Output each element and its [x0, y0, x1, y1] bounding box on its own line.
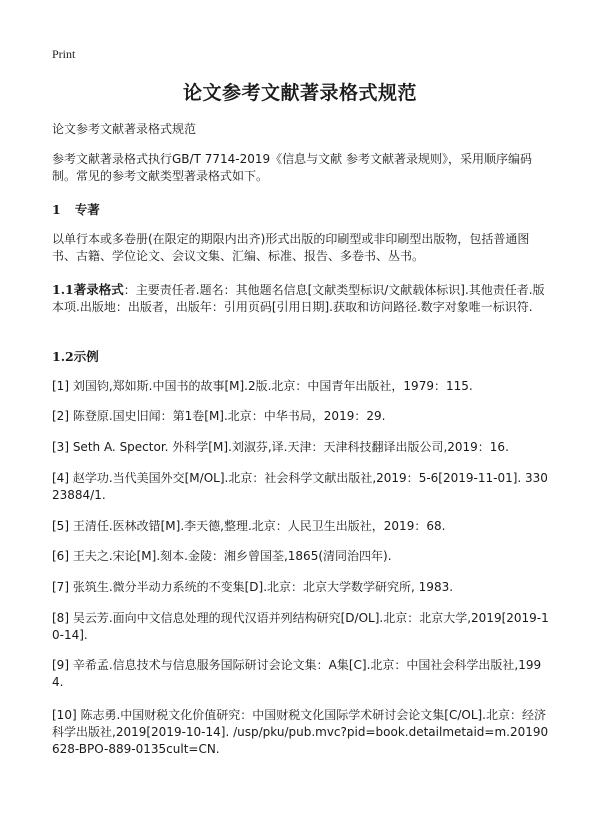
- reference-item: [5] 王清任.医林改错[M].李天德,整理.北京：人民卫生出版社，2019：68.: [52, 519, 446, 533]
- examples-heading: 1.2示例: [52, 349, 99, 364]
- intro-paragraph: 参考文献著录格式执行GB/T 7714-2019《信息与文献 参考文献著录规则》，采用顺序编码制。常见的参考文献类型著录格式如下。: [52, 152, 532, 183]
- format-label: 1.1著录格式: [52, 282, 124, 297]
- reference-item: [1] 刘国钧,郑如斯.中国书的故事[M].2版.北京：中国青年出版社，1979：115.: [52, 379, 473, 393]
- reference-item: [8] 吴云芳.面向中文信息处理的现代汉语并列结构研究[D/OL].北京：北京大学,2019[2019-10-14].: [52, 611, 549, 642]
- section-number: 1: [52, 202, 61, 217]
- print-link[interactable]: Print: [52, 47, 76, 61]
- reference-item: [7] 张筑生.微分半动力系统的不变集[D].北京：北京大学数学研究所, 1983.: [52, 580, 454, 594]
- section-title: 专著: [74, 202, 100, 217]
- format-text: ：主要责任者.题名：其他题名信息[文献类型标识/文献载体标识].其他责任者.版本项.出版地：出版者，出版年：引用页码[引用日期].获取和访问路径.数字对象唯一标识符.: [52, 283, 545, 314]
- reference-item: [10] 陈志勇.中国财税文化价值研究：中国财税文化国际学术研讨会论文集[C/OL].北京：经济科学出版社,2019[2019-10-14]. /usp/pku/pub.mvc?pid=book.detailmetaid=m.20190628-BPO-889-0135cult=CN.: [52, 708, 549, 756]
- reference-item: [2] 陈登原.国史旧闻：第1卷[M].北京：中华书局，2019：29.: [52, 409, 386, 423]
- reference-item: [4] 赵学功.当代美国外交[M/OL].北京：社会科学文献出版社,2019：5-6[2019-11-01]. 33023884/1.: [52, 471, 548, 502]
- section-heading: [52, 201, 550, 218]
- document-subtitle: 论文参考文献著录格式规范: [52, 122, 197, 136]
- reference-item: [9] 辛希孟.信息技术与信息服务国际研讨会论文集：A集[C].北京：中国社会科学出版社,1994.: [52, 658, 542, 689]
- reference-item: [6] 王夫之.宋论[M].刻本.金陵：湘乡曾国荃,1865(清同治四年).: [52, 549, 392, 563]
- reference-item: [3] Seth A. Spector. 外科学[M].刘淑芬,译.天津：天津科技翻译出版公司,2019：16.: [52, 440, 509, 454]
- section-description: 以单行本或多卷册(在限定的期限内出齐)形式出版的印刷型或非印刷型出版物，包括普通图书、古籍、学位论文、会议文集、汇编、标准、报告、多卷书、丛书。: [52, 232, 530, 263]
- page-title: 论文参考文献著录格式规范: [182, 82, 417, 104]
- format-paragraph: [52, 281, 550, 316]
